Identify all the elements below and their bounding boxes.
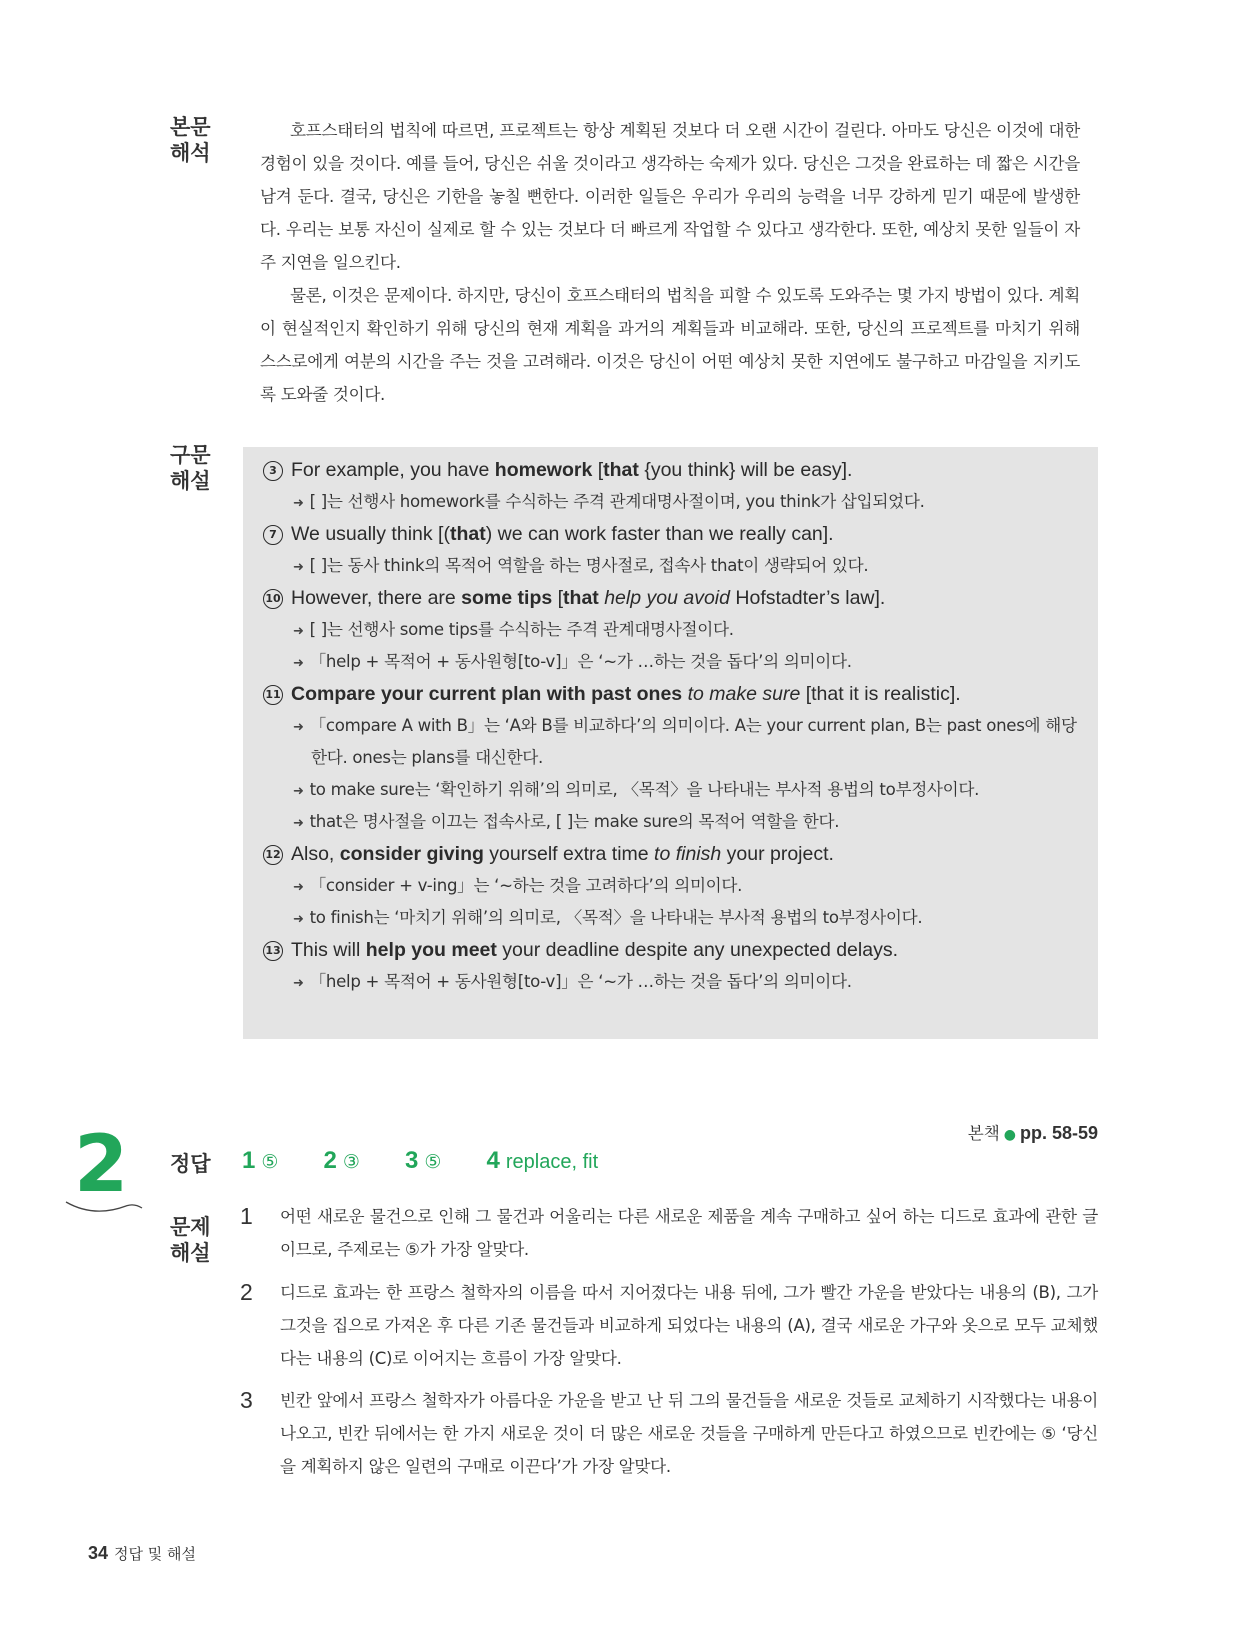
grammar-note <box>293 809 1088 837</box>
text: [ <box>552 587 564 609</box>
answer-value: replace, fit <box>505 1151 599 1173</box>
answer-item <box>487 1147 599 1175</box>
note-text: [ ]는 동사 think의 목적어 역할을 하는 명사절로, 접속사 that이 생략되어 있다. <box>309 556 869 575</box>
text: Hofstadter’s law]. <box>729 587 886 609</box>
grammar-item <box>263 585 1078 611</box>
text: ) we can work faster than we really can]. <box>485 523 834 545</box>
arrow-icon: ➜ <box>293 880 304 895</box>
page-footer <box>88 1543 196 1564</box>
arrow-icon: ➜ <box>293 496 304 511</box>
circled-number: 3 <box>263 461 283 481</box>
bold-text: Compare your current plan with past ones <box>291 683 683 705</box>
grammar-label <box>170 442 230 494</box>
answer-number: 2 <box>323 1147 337 1174</box>
circled-number: 7 <box>263 525 283 545</box>
text: Also, <box>291 843 340 865</box>
grammar-item <box>263 681 1078 707</box>
explanation-item <box>240 1276 1098 1375</box>
note-text: to make sure는 ‘확인하기 위해’의 의미로, 〈목적〉을 나타내는 부사적 용법의 to부정사이다. <box>309 780 980 799</box>
text: yourself extra time <box>483 843 655 865</box>
grammar-note <box>293 617 1088 645</box>
explanation-text: 빈칸 앞에서 프랑스 철학자가 아름다운 가운을 받고 난 뒤 그의 물건들을 새로운 것들로 교체하기 시작했다는 내용이 나오고, 빈칸 뒤에서는 한 가지 새로운 것이 더 많은 새로운 것들을 구매하게 만든다고 하였으므로 빈칸에는 ⑤ ‘당신을 계획하지 않은 일련의 구매로 이끈다’가 가장 알맞다. <box>280 1391 1098 1476</box>
arrow-icon: ➜ <box>293 720 304 735</box>
arrow-icon: ➜ <box>293 784 304 799</box>
page-range: pp. 58-59 <box>1019 1123 1098 1143</box>
wave-decoration <box>64 1196 144 1216</box>
text: your deadline despite any unexpected delays. <box>496 939 899 961</box>
answer-item <box>405 1147 441 1175</box>
note-text: 「consider + v-ing」는 ‘~하는 것을 고려하다’의 의미이다. <box>309 876 743 895</box>
answer-number: 3 <box>405 1147 419 1174</box>
grammar-item <box>263 841 1078 867</box>
note-text: 「help + 목적어 + 동사원형[to-v]」은 ‘~가 …하는 것을 돕다’의 의미이다. <box>309 652 852 671</box>
arrow-icon: ➜ <box>293 560 304 575</box>
grammar-sentence <box>263 585 1078 611</box>
answer-value: ⑤ <box>424 1151 442 1173</box>
bold-text: homework <box>494 459 593 481</box>
label-line: 해설 <box>170 1241 211 1265</box>
explanation-number: 3 <box>240 1387 253 1413</box>
circled-number: 12 <box>263 845 283 865</box>
note-text: [ ]는 선행사 some tips를 수식하는 주격 관계대명사절이다. <box>309 620 734 639</box>
bullet-icon: ● <box>1003 1127 1016 1143</box>
label-line: 본문 <box>170 115 211 139</box>
translation-label <box>170 114 230 166</box>
text: However, there are <box>291 587 462 609</box>
italic-text: to make sure <box>682 683 801 705</box>
arrow-icon: ➜ <box>293 624 304 639</box>
arrow-icon: ➜ <box>293 912 304 927</box>
text: This will <box>291 939 366 961</box>
grammar-note <box>293 969 1088 997</box>
translation-body <box>260 114 1080 411</box>
text: For example, you have <box>291 459 495 481</box>
text: We usually think [( <box>291 523 450 545</box>
note-text: 「help + 목적어 + 동사원형[to-v]」은 ‘~가 …하는 것을 돕다’의 의미이다. <box>309 972 852 991</box>
grammar-sentence <box>263 681 1078 707</box>
grammar-note <box>293 713 1088 741</box>
answer-label: 정답 <box>170 1152 211 1176</box>
translation-paragraph: 물론, 이것은 문제이다. 하지만, 당신이 호프스태터의 법칙을 피할 수 있도록 도와주는 몇 가지 방법이 있다. 계획이 현실적인지 확인하기 위해 당신의 현재 계획을 과거의 계획들과 비교해라. 또한, 당신의 프로젝트를 마치기 위해 스스로에게 여분의 시간을 주는 것을 고려해라. 이것은 당신이 어떤 예상치 못한 지연에도 불구하고 마감일을 지키도록 도와줄 것이다. <box>260 286 1080 404</box>
explanation-label <box>170 1214 230 1266</box>
label-line: 문제 <box>170 1215 211 1239</box>
italic-text: help you avoid <box>598 587 730 609</box>
grammar-box <box>243 447 1098 1039</box>
text: [ <box>592 459 604 481</box>
grammar-note <box>293 649 1088 677</box>
answer-value: ③ <box>342 1151 360 1173</box>
grammar-sentence <box>263 937 1078 963</box>
answer-item <box>242 1147 278 1175</box>
grammar-item <box>263 457 1078 483</box>
label-line: 해설 <box>170 469 211 493</box>
bold-text: consider giving <box>339 843 484 865</box>
bold-text: that <box>563 587 599 609</box>
page-ref-label: 본책 <box>967 1124 1000 1143</box>
note-text: 한다. ones는 plans를 대신한다. <box>311 748 544 767</box>
answers-row <box>242 1147 638 1175</box>
italic-text: to finish <box>654 843 722 865</box>
text: your project. <box>721 843 834 865</box>
translation-paragraph: 호프스태터의 법칙에 따르면, 프로젝트는 항상 계획된 것보다 더 오랜 시간이 걸린다. 아마도 당신은 이것에 대한 경험이 있을 것이다. 예를 들어, 당신은 쉬울 것이라고 생각하는 숙제가 있다. 당신은 그것을 완료하는 데 짧은 시간을 남겨 둔다. 결국, 당신은 기한을 놓칠 뻔한다. 이러한 일들은 우리가 우리의 능력을 너무 강하게 믿기 때문에 발생한다. 우리는 보통 자신이 실제로 할 수 있는 것보다 더 빠르게 작업할 수 있다고 생각한다. 또한, 예상치 못한 일들이 자주 지연을 일으킨다. <box>260 121 1080 272</box>
explanation-text: 디드로 효과는 한 프랑스 철학자의 이름을 따서 지어졌다는 내용 뒤에, 그가 빨간 가운을 받았다는 내용의 (B), 그가 그것을 집으로 가져온 후 다른 기존 물건들과 비교하게 되었다는 내용의 (A), 결국 새로운 가구와 옷으로 모두 교체했다는 내용의 (C)로 이어지는 흐름이 가장 알맞다. <box>280 1283 1098 1368</box>
bold-text: help you meet <box>365 939 497 961</box>
label-line: 구문 <box>170 443 211 467</box>
grammar-sentence <box>263 457 1078 483</box>
grammar-item <box>263 937 1078 963</box>
page-reference <box>940 1120 1098 1148</box>
note-text: [ ]는 선행사 homework를 수식하는 주격 관계대명사절이며, you think가 삽입되었다. <box>309 492 925 511</box>
arrow-icon: ➜ <box>293 976 304 991</box>
note-text: to finish는 ‘마치기 위해’의 의미로, 〈목적〉을 나타내는 부사적 용법의 to부정사이다. <box>309 908 923 927</box>
answer-value: ⑤ <box>261 1151 279 1173</box>
explanation-text: 어떤 새로운 물건으로 인해 그 물건과 어울리는 다른 새로운 제품을 계속 구매하고 싶어 하는 디드로 효과에 관한 글이므로, 주제로는 ⑤가 가장 알맞다. <box>280 1207 1098 1259</box>
bold-text: that <box>449 523 486 545</box>
explanation-number: 2 <box>240 1279 253 1305</box>
answer-number: 4 <box>486 1147 500 1174</box>
grammar-sentence <box>263 521 1078 547</box>
passage-number: 2 <box>74 1120 129 1210</box>
explanation-item <box>240 1384 1098 1483</box>
circled-number: 13 <box>263 941 283 961</box>
text: {you think} will be easy]. <box>638 459 853 481</box>
answer-item <box>324 1147 360 1175</box>
explanation-number: 1 <box>240 1203 253 1229</box>
text: [that it is realistic]. <box>800 683 961 705</box>
note-text: that은 명사절을 이끄는 접속사로, [ ]는 make sure의 목적어 역할을 한다. <box>309 812 840 831</box>
answer-number: 1 <box>242 1147 256 1174</box>
arrow-icon: ➜ <box>293 816 304 831</box>
note-text: 「compare A with B」는 ‘A와 B를 비교하다’의 의미이다. A는 your current plan, B는 past ones에 해당 <box>309 716 1077 735</box>
grammar-note <box>293 905 1088 933</box>
circled-number: 10 <box>263 589 283 609</box>
bold-text: that <box>603 459 639 481</box>
bold-text: some tips <box>461 587 553 609</box>
grammar-note <box>293 553 1088 581</box>
grammar-sentence <box>263 841 1078 867</box>
grammar-note-continued <box>311 745 1088 771</box>
grammar-note <box>293 873 1088 901</box>
explanation-item <box>240 1200 1098 1266</box>
label-line: 해석 <box>170 141 211 165</box>
circled-number: 11 <box>263 685 283 705</box>
footer-title: 정답 및 해설 <box>114 1545 197 1563</box>
grammar-item <box>263 521 1078 547</box>
page-number: 34 <box>88 1543 109 1563</box>
grammar-note <box>293 777 1088 805</box>
arrow-icon: ➜ <box>293 656 304 671</box>
grammar-note <box>293 489 1088 517</box>
